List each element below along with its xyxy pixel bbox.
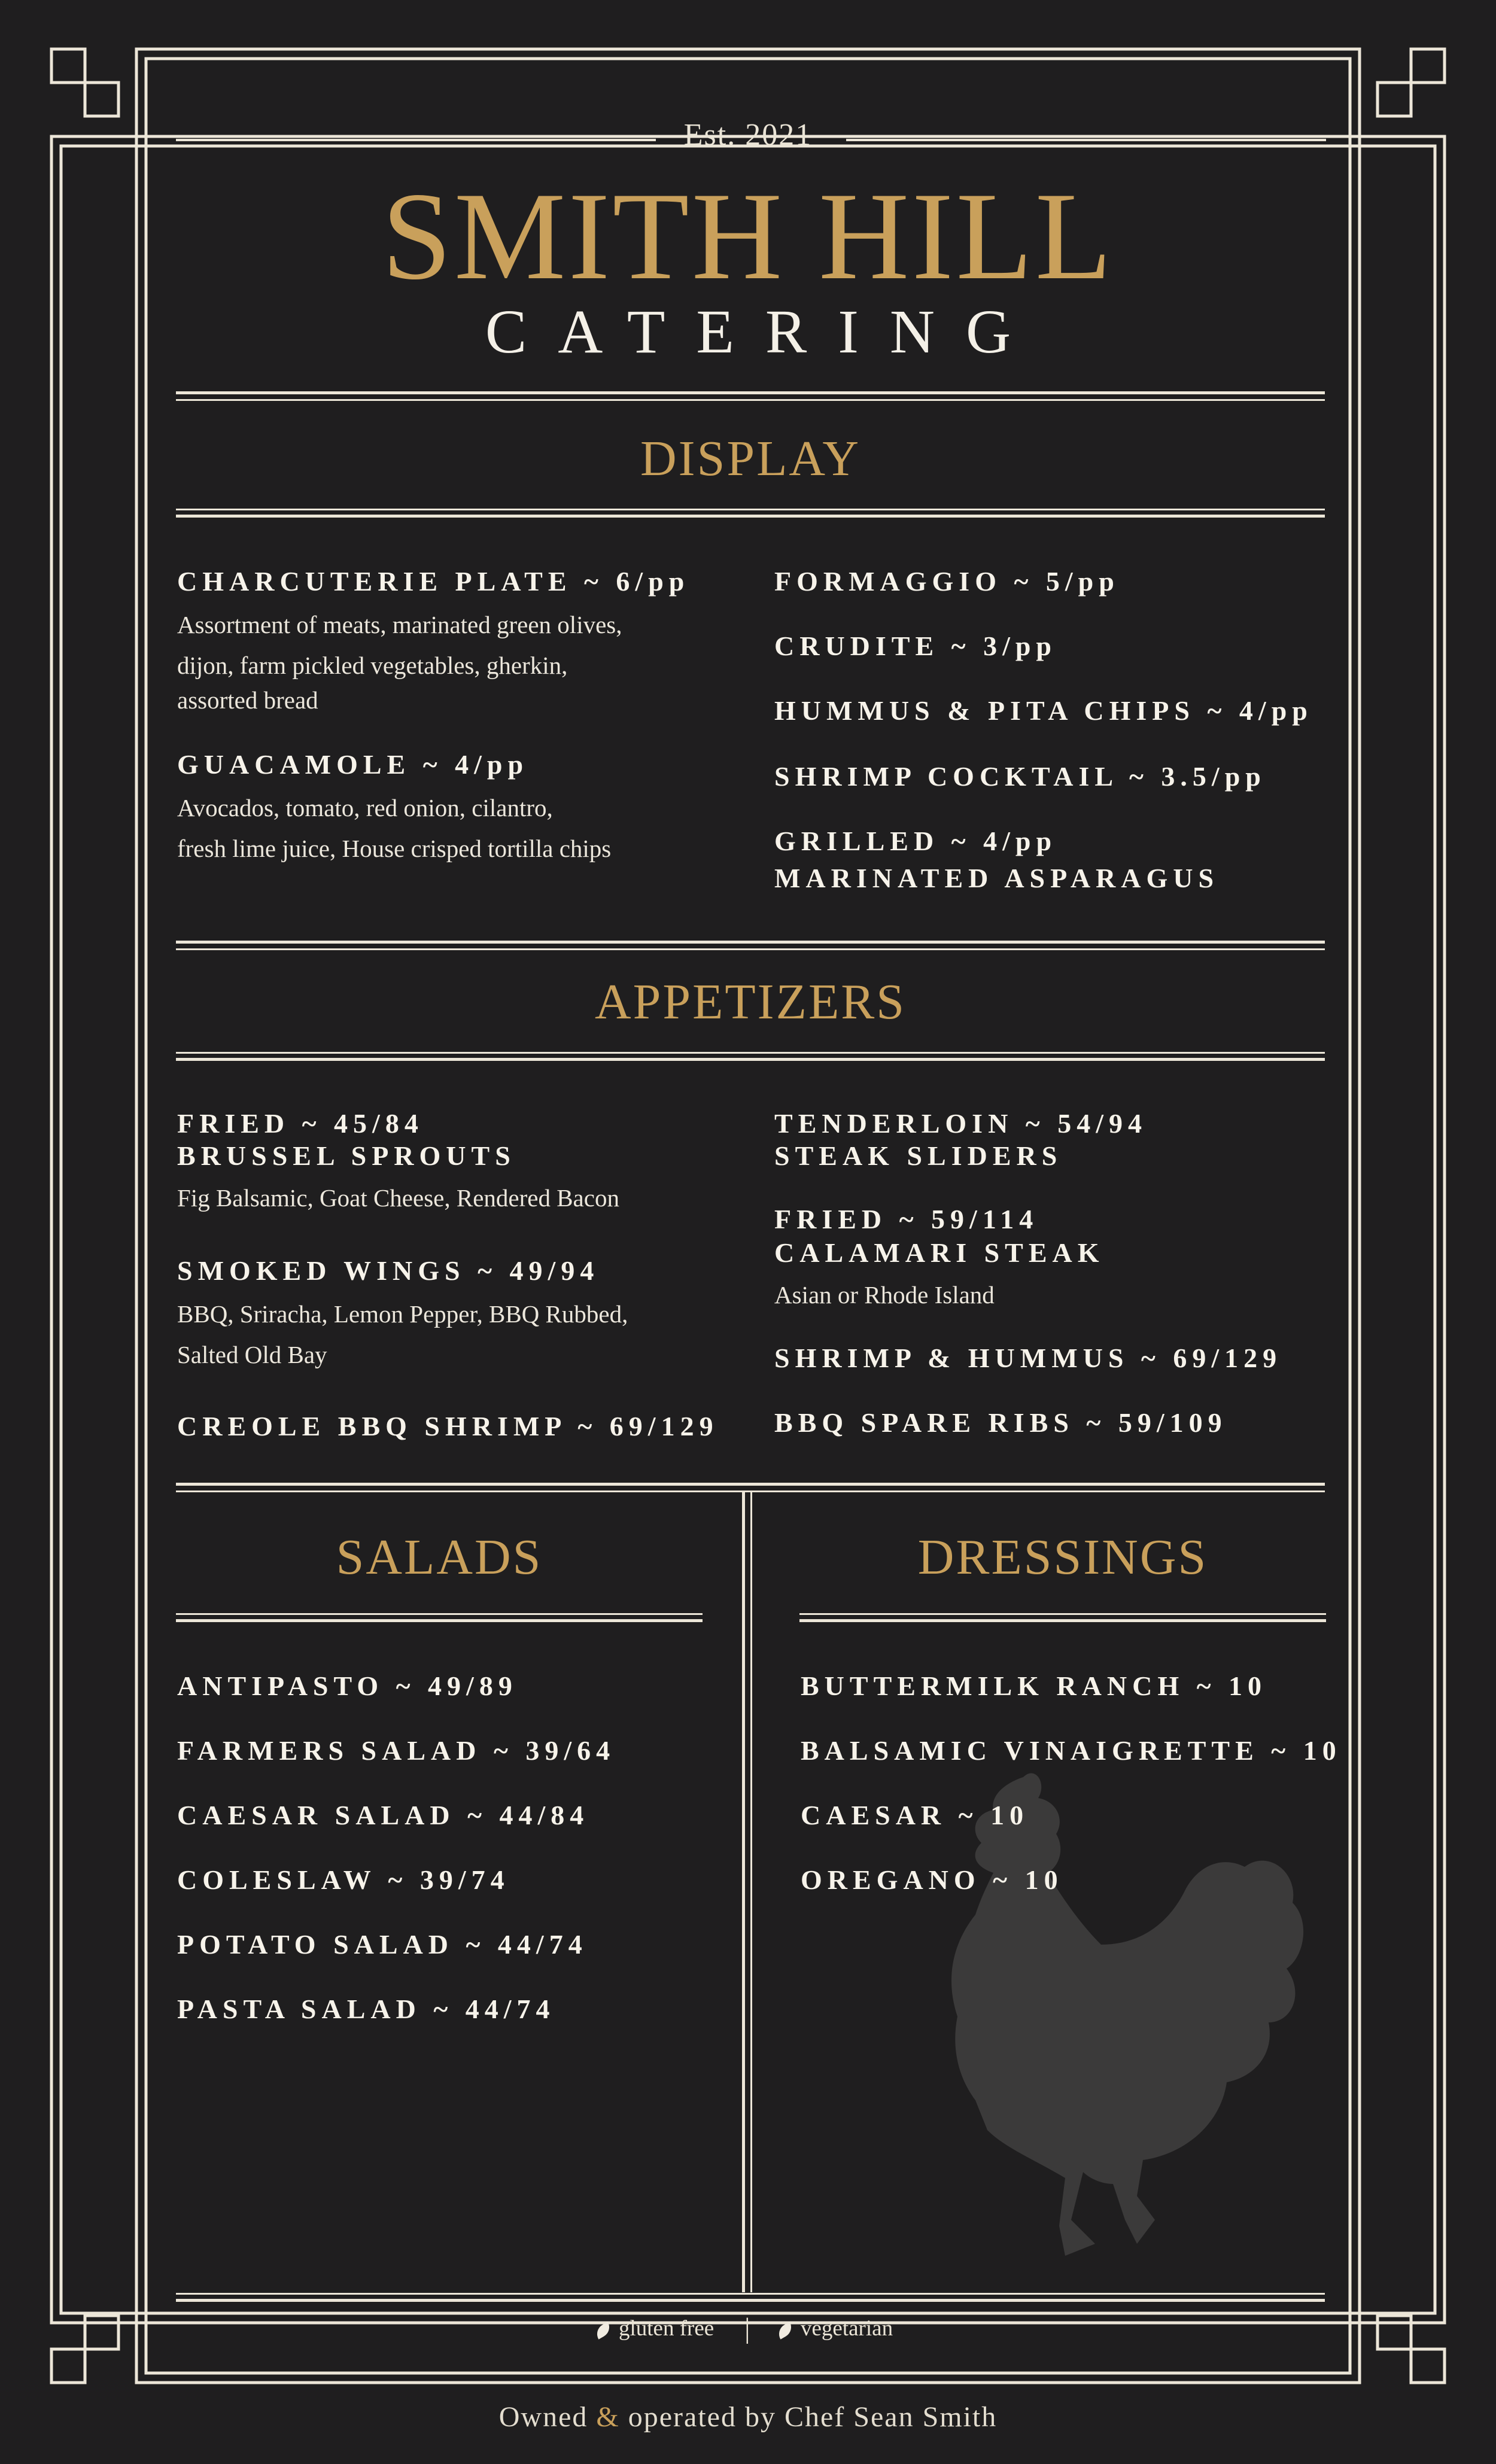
established-year: Est. 2021 (683, 118, 813, 152)
display-rule-top (176, 391, 1325, 394)
menu-item-bbq-ribs: BBQ SPARE RIBS ~ 59/109 (774, 1407, 1227, 1438)
corner-ornament-tl (51, 49, 118, 116)
brand-subtitle: CATERING (485, 297, 1042, 366)
section-title-salads: SALADS (336, 1529, 543, 1585)
menu-item-grilled: GRILLED ~ 4/pp (774, 826, 1057, 856)
dressings-rule-bottom (799, 1613, 1326, 1615)
display-rule-top-2 (176, 399, 1325, 401)
item-desc-guacamole-2: fresh lime juice, House crisped tortilla chips (177, 835, 612, 862)
salad-item-caesar: CAESAR SALAD ~ 44/84 (177, 1800, 589, 1830)
footer-credit (0, 2401, 1496, 2433)
appetizers-rule-top (176, 941, 1325, 944)
menu-item-shrimp-hummus: SHRIMP & HUMMUS ~ 69/129 (774, 1343, 1282, 1373)
corner-ornament-bl (51, 2316, 118, 2383)
dressing-item-oregano: OREGANO ~ 10 (801, 1864, 1063, 1895)
dressing-item-caesar: CAESAR ~ 10 (801, 1800, 1029, 1830)
menu-item-grilled-line2: MARINATED ASPARAGUS (774, 863, 1220, 893)
menu-item-charcuterie: CHARCUTERIE PLATE ~ 6/pp (177, 566, 690, 597)
item-desc-brussel: Fig Balsamic, Goat Cheese, Rendered Bacon (177, 1184, 619, 1212)
menu-item-shrimp-cocktail: SHRIMP COCKTAIL ~ 3.5/pp (774, 761, 1266, 792)
section-title-dressings: DRESSINGS (917, 1529, 1208, 1585)
dressings-rule-bottom-2 (799, 1619, 1326, 1622)
salads-rule-top (176, 1483, 1325, 1486)
menu-item-fried-calamari-line2: CALAMARI STEAK (774, 1237, 1105, 1268)
brand-name: SMITH HILL (381, 167, 1115, 306)
item-desc-guacamole-1: Avocados, tomato, red onion, cilantro, (177, 794, 553, 822)
salad-item-farmers: FARMERS SALAD ~ 39/64 (177, 1735, 616, 1766)
leaf-icon (775, 2322, 795, 2340)
salad-item-potato: POTATO SALAD ~ 44/74 (177, 1929, 588, 1960)
item-desc-wings-1: BBQ, Sriracha, Lemon Pepper, BBQ Rubbed, (177, 1300, 628, 1328)
section-title-appetizers: APPETIZERS (594, 974, 907, 1030)
legend-vegetarian-label: vegetarian (801, 2316, 893, 2341)
legend-vegetarian (777, 2316, 893, 2341)
column-divider (742, 1490, 745, 2292)
footer-ampersand: & (596, 2401, 620, 2433)
corner-ornament-tr (1378, 49, 1445, 116)
legend-separator: | (744, 2313, 750, 2344)
corner-ornament-br (1378, 2316, 1445, 2383)
menu-item-fried-brussel: FRIED ~ 45/84 (177, 1108, 424, 1139)
salad-item-antipasto: ANTIPASTO ~ 49/89 (177, 1671, 518, 1701)
footer-text-1: Owned (498, 2401, 588, 2433)
menu-item-tenderloin-line2: STEAK SLIDERS (774, 1140, 1063, 1171)
item-desc-charcuterie-3: assorted bread (177, 686, 318, 714)
legend-gluten-free (595, 2316, 714, 2341)
menu-item-fried-calamari: FRIED ~ 59/114 (774, 1204, 1039, 1234)
salad-item-pasta: PASTA SALAD ~ 44/74 (177, 1994, 555, 2024)
section-title-display: DISPLAY (640, 431, 860, 486)
menu-item-creole-shrimp: CREOLE BBQ SHRIMP ~ 69/129 (177, 1411, 719, 1441)
menu-item-formaggio: FORMAGGIO ~ 5/pp (774, 566, 1120, 597)
footer-text-2: operated by Chef Sean Smith (628, 2401, 998, 2433)
appetizers-rule-top-2 (176, 948, 1325, 950)
item-desc-calamari: Asian or Rhode Island (774, 1281, 995, 1309)
display-rule-bottom-2 (176, 515, 1325, 518)
menu-item-guacamole: GUACAMOLE ~ 4/pp (177, 749, 529, 780)
legend-gluten-free-label: gluten free (619, 2316, 714, 2341)
column-divider-2 (750, 1490, 752, 2292)
item-desc-charcuterie-2: dijon, farm pickled vegetables, gherkin, (177, 652, 568, 679)
menu-item-crudite: CRUDITE ~ 3/pp (774, 631, 1057, 661)
menu-item-tenderloin: TENDERLOIN ~ 54/94 (774, 1108, 1147, 1139)
display-rule-bottom (176, 509, 1325, 510)
appetizers-rule-bottom-2 (176, 1058, 1325, 1061)
salads-rule-bottom-2 (176, 1619, 703, 1622)
dressing-item-buttermilk-ranch: BUTTERMILK RANCH ~ 10 (801, 1671, 1267, 1701)
bottom-rule-2 (176, 2299, 1325, 2302)
leaf-icon (593, 2322, 613, 2340)
item-desc-charcuterie-1: Assortment of meats, marinated green olives, (177, 611, 622, 638)
menu-item-fried-brussel-line2: BRUSSEL SPROUTS (177, 1140, 516, 1171)
bottom-rule (176, 2293, 1325, 2295)
appetizers-rule-bottom (176, 1052, 1325, 1054)
salad-item-coleslaw: COLESLAW ~ 39/74 (177, 1864, 510, 1895)
salads-rule-bottom (176, 1613, 703, 1615)
menu-item-smoked-wings: SMOKED WINGS ~ 49/94 (177, 1255, 600, 1286)
dressing-item-balsamic: BALSAMIC VINAIGRETTE ~ 10 (801, 1735, 1342, 1766)
menu-item-hummus-pita: HUMMUS & PITA CHIPS ~ 4/pp (774, 695, 1313, 726)
rooster-silhouette (886, 1765, 1316, 2280)
item-desc-wings-2: Salted Old Bay (177, 1341, 327, 1368)
